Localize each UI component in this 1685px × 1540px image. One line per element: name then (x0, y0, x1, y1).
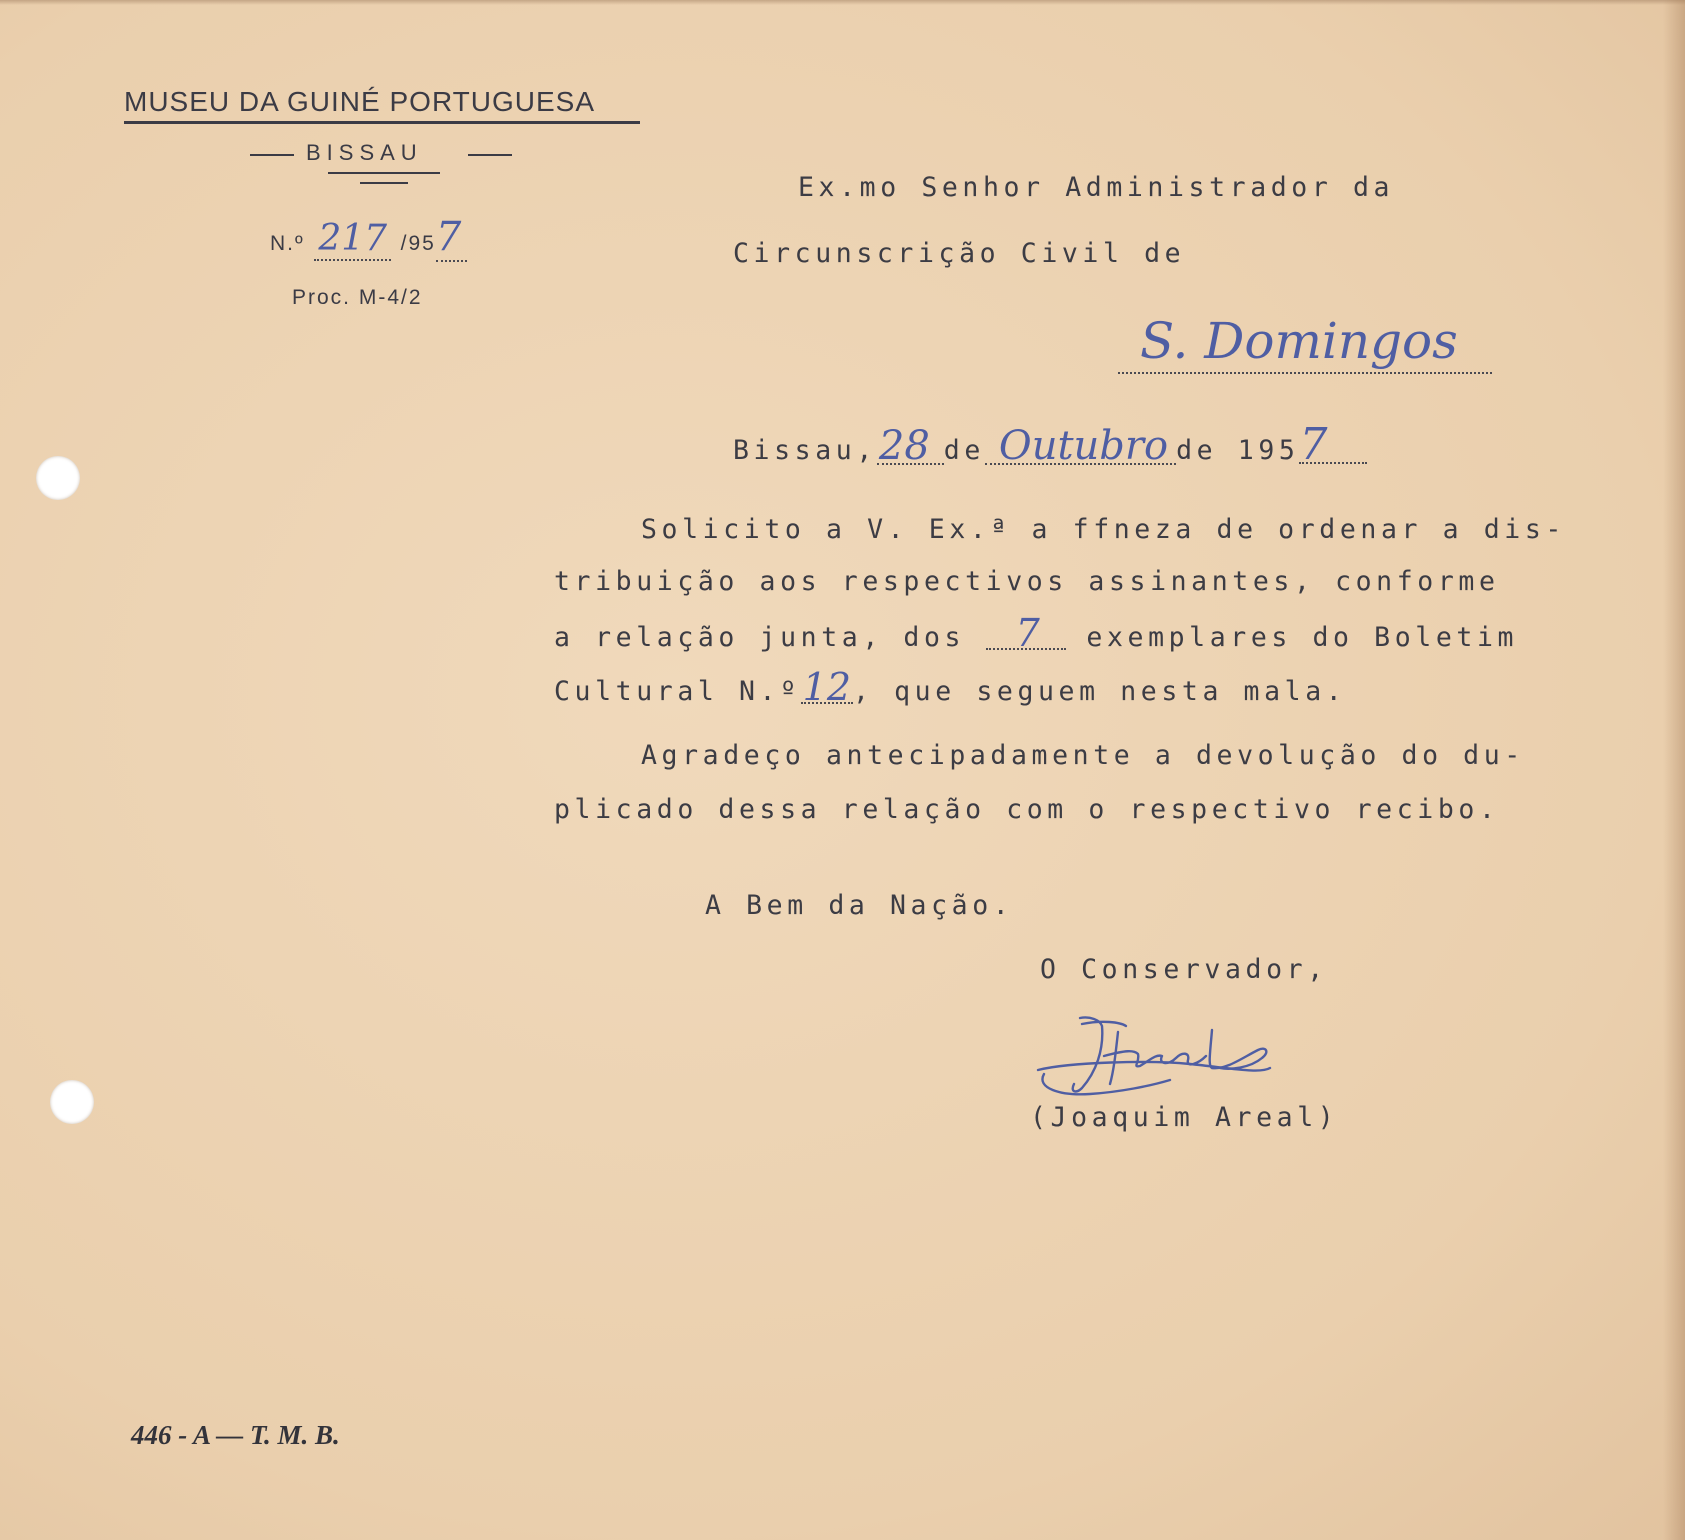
body-p2-line-1: Agradeço antecipadamente a devolução do du- (641, 740, 1525, 771)
city-name: BISSAU (306, 140, 423, 165)
city-rule-right (468, 154, 512, 156)
date-month: Outubro (985, 429, 1176, 465)
body-p1-line-3 (554, 611, 1519, 655)
date-day: 28 (877, 429, 944, 465)
institution-name: MUSEU DA GUINÉ PORTUGUESA (124, 86, 596, 117)
punch-hole-bottom (50, 1080, 94, 1124)
body-count: 7 (986, 618, 1066, 650)
place-handwritten: S. Domingos (1140, 312, 1458, 370)
letterhead-rule-mid (328, 172, 440, 174)
place-field (1118, 312, 1492, 374)
body-p2-line-2: plicado dessa relação com o respectivo recibo. (554, 794, 1500, 825)
body-p1-line-4 (554, 665, 1347, 709)
date-year-prefix: 195 (1237, 435, 1300, 466)
body-p1-line-4a: Cultural N.º (554, 676, 801, 707)
number-year-suffix: 7 (436, 214, 467, 262)
addressee-line-2: Circunscrição Civil de (733, 238, 1186, 269)
body-p1-line-1: Solicito a V. Ex.ª a ffneza de ordenar a dis- (641, 514, 1566, 545)
date-de-2: de (1176, 435, 1218, 466)
signatory-name: (Joaquim Areal) (1030, 1102, 1339, 1133)
number-year-prefix: /95 (400, 232, 436, 255)
city-block (250, 140, 512, 170)
body-p1-line-4b: , que seguem nesta mala. (853, 676, 1347, 707)
paper-right-edge (1663, 0, 1685, 1540)
body-p1-line-3a: a relação junta, dos (554, 622, 966, 653)
body-issue: 12 (802, 665, 852, 709)
closing-salutation: A Bem da Nação. (705, 890, 1014, 921)
date-year-suffix: 7 (1299, 428, 1367, 464)
date-line (733, 419, 1367, 470)
closing-title: O Conservador, (1040, 954, 1328, 985)
city-rule-left (250, 154, 294, 156)
number-label: N.º (270, 232, 305, 255)
number-value: 217 (314, 218, 391, 261)
body-p1-line-3b: exemplares do Boletim (1086, 622, 1519, 653)
reference-number (270, 214, 467, 264)
letterhead-underline (124, 121, 640, 124)
body-p1-line-2: tribuição aos respectivos assinantes, conforme (554, 566, 1500, 597)
process-reference: Proc. M-4/2 (292, 286, 423, 309)
date-de-1: de (943, 435, 985, 466)
paper-top-edge (0, 0, 1685, 5)
letterhead-rule-short (360, 182, 408, 184)
punch-hole-top (36, 456, 80, 500)
date-city: Bissau, (733, 435, 877, 466)
addressee-line-1: Ex.mo Senhor Administrador da (798, 172, 1395, 203)
print-code: 446 - A — T. M. B. (131, 1420, 340, 1450)
